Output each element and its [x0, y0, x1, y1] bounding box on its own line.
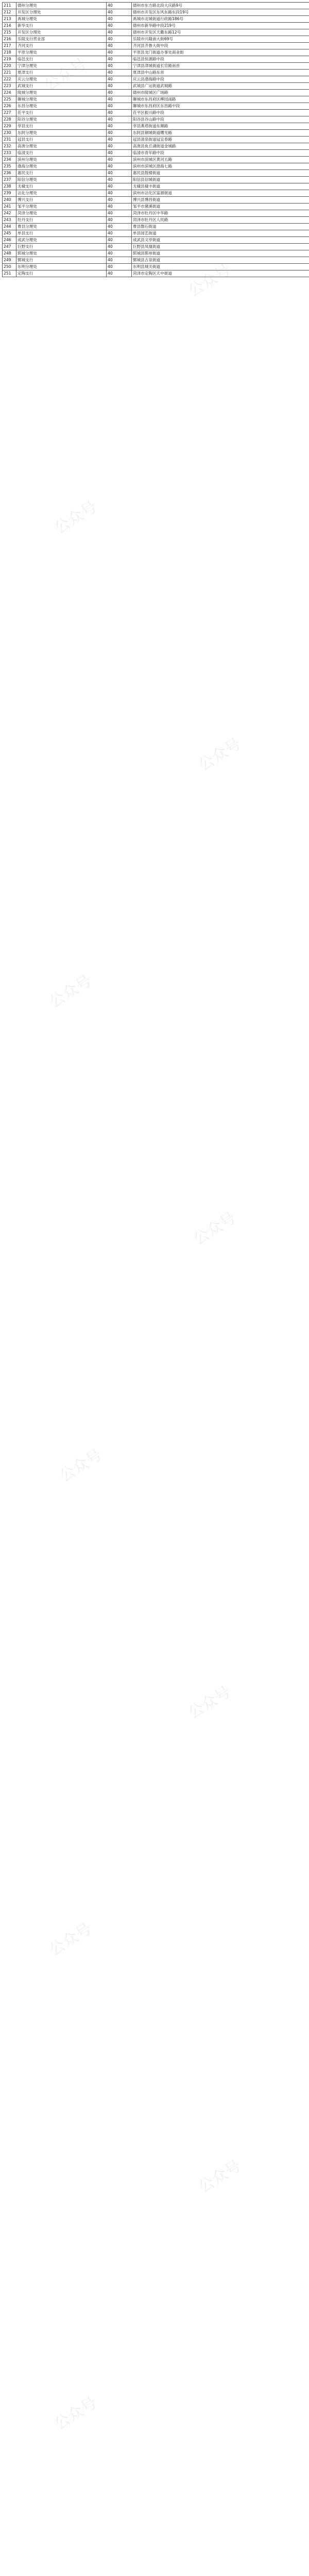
- branch-address: 郓城县郓州街道: [132, 250, 309, 257]
- branch-address: 滨州市滨城区黄河五路: [132, 157, 309, 163]
- branch-name: 巨野支行: [16, 244, 107, 250]
- branch-code: 40: [107, 110, 132, 116]
- table-row: [3, 197, 309, 204]
- branch-code: 40: [107, 116, 132, 123]
- table-row: [3, 224, 309, 230]
- row-number: 231: [3, 137, 16, 143]
- branch-code: 40: [107, 29, 132, 36]
- branch-name: 无棣支行: [16, 183, 107, 190]
- branch-address: 菏泽市牡丹区中华路: [132, 210, 309, 217]
- row-number: 224: [3, 90, 16, 96]
- table-row: [3, 56, 309, 63]
- branch-name: 渤海分理处: [16, 163, 107, 170]
- table-row: [3, 204, 309, 210]
- row-number: 213: [3, 16, 16, 23]
- branch-name: 单县支行: [16, 230, 107, 237]
- table-row: [3, 157, 309, 163]
- row-number: 238: [3, 183, 16, 190]
- branch-code: 40: [107, 123, 132, 130]
- watermark: 公众号: [190, 1209, 239, 1249]
- row-number: 237: [3, 177, 16, 183]
- branch-address: 冠县清泉街道冠宜春路: [132, 137, 309, 143]
- branch-name: 夏津支行: [16, 70, 107, 76]
- branch-code: 40: [107, 190, 132, 197]
- branch-address: 巨野县凤凰街道: [132, 244, 309, 250]
- watermark: 公众号: [46, 972, 95, 1012]
- row-number: 218: [3, 49, 16, 56]
- branch-code: 40: [107, 3, 132, 9]
- branch-code: 40: [107, 224, 132, 230]
- row-number: 232: [3, 143, 16, 150]
- row-number: 226: [3, 103, 16, 110]
- row-number: 235: [3, 163, 16, 170]
- watermark: 公众号: [51, 498, 100, 538]
- row-number: 245: [3, 230, 16, 237]
- branch-name: 阳谷分理处: [16, 116, 107, 123]
- row-number: 233: [3, 150, 16, 157]
- branch-name: 开发区分理处: [16, 29, 107, 36]
- table-row: [3, 76, 309, 83]
- branch-address: 菏泽市牡丹区人民路: [132, 217, 309, 224]
- branch-address: 德州市东方路北段大庆路9号: [132, 3, 309, 9]
- branch-code: 40: [107, 16, 132, 23]
- branch-name: 曹县分理处: [16, 224, 107, 230]
- branch-name: 茌平支行: [16, 110, 107, 116]
- row-number: 220: [3, 63, 16, 70]
- branch-table-body: [3, 3, 309, 277]
- branch-code: 40: [107, 270, 132, 277]
- branch-code: 40: [107, 157, 132, 163]
- branch-name: 临清支行: [16, 150, 107, 157]
- branch-code: 40: [107, 137, 132, 143]
- watermark: 公众号: [56, 1446, 106, 1486]
- row-number: 244: [3, 224, 16, 230]
- branch-name: 禹城分理处: [16, 16, 107, 23]
- table-row: [3, 9, 309, 16]
- watermark: 公众号: [41, 55, 90, 95]
- branch-name: 牡丹支行: [16, 217, 107, 224]
- branch-name: 东阿分理处: [16, 130, 107, 137]
- table-row: [3, 130, 309, 137]
- branch-name: 东明分理处: [16, 264, 107, 270]
- table-row: [3, 270, 309, 277]
- table-row: [3, 29, 309, 36]
- row-number: 250: [3, 264, 16, 270]
- branch-table: [2, 2, 309, 277]
- table-row: [3, 237, 309, 244]
- table-row: [3, 116, 309, 123]
- watermark: 公众号: [195, 735, 245, 775]
- branch-code: 40: [107, 143, 132, 150]
- branch-name: 临邑支行: [16, 56, 107, 63]
- table-row: [3, 190, 309, 197]
- branch-address: 滨州市沾化区富源街道: [132, 190, 309, 197]
- branch-code: 40: [107, 36, 132, 43]
- branch-address: 无棣县棣丰街道: [132, 183, 309, 190]
- table-row: [3, 230, 309, 237]
- branch-code: 40: [107, 49, 132, 56]
- branch-name: 成武分理处: [16, 237, 107, 244]
- branch-address: 德州市开发区东风东路东段19号: [132, 9, 309, 16]
- table-row: [3, 16, 309, 23]
- branch-name: 聊城分理处: [16, 96, 107, 103]
- branch-address: 惠民县鼓楼街道: [132, 170, 309, 177]
- row-number: 212: [3, 9, 16, 16]
- row-number: 229: [3, 123, 16, 130]
- branch-address: 德州市开发区天衢东路12号: [132, 29, 309, 36]
- table-row: [3, 137, 309, 143]
- table-row: [3, 3, 309, 9]
- branch-address: 禹城市北城街道行政路186号: [132, 16, 309, 23]
- table-row: [3, 43, 309, 49]
- table-row: [3, 70, 309, 76]
- branch-address: 莘县燕塔街道东顺路: [132, 123, 309, 130]
- row-number: 249: [3, 257, 16, 264]
- branch-address: 德州市新华路中段219号: [132, 23, 309, 29]
- branch-address: 武城县广运街道武城路: [132, 83, 309, 90]
- row-number: 234: [3, 157, 16, 163]
- branch-address: 东阿县铜城街道曙光路: [132, 130, 309, 137]
- table-row: [3, 63, 309, 70]
- branch-name: 郓城分理处: [16, 250, 107, 257]
- row-number: 243: [3, 217, 16, 224]
- row-number: 221: [3, 70, 16, 76]
- row-number: 222: [3, 76, 16, 83]
- branch-address: 乐陵市兴隆南大街69号: [132, 36, 309, 43]
- row-number: 251: [3, 270, 16, 277]
- row-number: 239: [3, 190, 16, 197]
- table-row: [3, 83, 309, 90]
- table-row: [3, 210, 309, 217]
- table-row: [3, 143, 309, 150]
- branch-name: 庆云分理处: [16, 76, 107, 83]
- branch-list-document: [2, 2, 307, 277]
- branch-code: 40: [107, 264, 132, 270]
- branch-code: 40: [107, 43, 132, 49]
- row-number: 242: [3, 210, 16, 217]
- table-row: [3, 150, 309, 157]
- branch-name: 鄄城支行: [16, 257, 107, 264]
- branch-code: 40: [107, 177, 132, 183]
- branch-address: 宁津县津城街道长官路南首: [132, 63, 309, 70]
- branch-name: 菏泽分理处: [16, 210, 107, 217]
- branch-code: 40: [107, 230, 132, 237]
- watermark: 公众号: [185, 261, 234, 301]
- row-number: 219: [3, 56, 16, 63]
- row-number: 241: [3, 204, 16, 210]
- branch-address: 鄄城县古泉街道: [132, 257, 309, 264]
- branch-code: 40: [107, 83, 132, 90]
- branch-code: 40: [107, 244, 132, 250]
- branch-name: 阳信分理处: [16, 177, 107, 183]
- branch-address: 高唐县鱼丘湖街道金城路: [132, 143, 309, 150]
- branch-address: 滨州市滨城区渤海七路: [132, 163, 309, 170]
- branch-address: 聊城市东昌府区柳园南路: [132, 96, 309, 103]
- table-row: [3, 170, 309, 177]
- table-row: [3, 217, 309, 224]
- branch-code: 40: [107, 183, 132, 190]
- branch-name: 陵城分理处: [16, 90, 107, 96]
- row-number: 227: [3, 110, 16, 116]
- table-row: [3, 96, 309, 103]
- branch-code: 40: [107, 204, 132, 210]
- row-number: 228: [3, 116, 16, 123]
- table-row: [3, 123, 309, 130]
- row-number: 215: [3, 29, 16, 36]
- branch-address: 曹县磐石街道: [132, 224, 309, 230]
- branch-address: 临清市青年路中段: [132, 150, 309, 157]
- branch-code: 40: [107, 163, 132, 170]
- branch-code: 40: [107, 250, 132, 257]
- branch-name: 冠县支行: [16, 137, 107, 143]
- table-row: [3, 90, 309, 96]
- branch-address: 阳信县信城街道: [132, 177, 309, 183]
- row-number: 236: [3, 170, 16, 177]
- branch-name: 东昌分理处: [16, 103, 107, 110]
- branch-name: 齐河支行: [16, 43, 107, 49]
- branch-code: 40: [107, 96, 132, 103]
- watermark: 公众号: [195, 2157, 245, 2197]
- branch-code: 40: [107, 90, 132, 96]
- branch-code: 40: [107, 76, 132, 83]
- branch-address: 博兴县博昌街道: [132, 197, 309, 204]
- branch-address: 平原县龙门街道办事处商业街: [132, 49, 309, 56]
- branch-name: 莘县支行: [16, 123, 107, 130]
- branch-code: 40: [107, 257, 132, 264]
- branch-code: 40: [107, 210, 132, 217]
- row-number: 247: [3, 244, 16, 250]
- row-number: 216: [3, 36, 16, 43]
- table-row: [3, 177, 309, 183]
- branch-code: 40: [107, 237, 132, 244]
- branch-name: 高唐分理处: [16, 143, 107, 150]
- branch-address: 聊城市东昌府区东昌路中段: [132, 103, 309, 110]
- branch-name: 武城支行: [16, 83, 107, 90]
- row-number: 217: [3, 43, 16, 49]
- table-row: [3, 250, 309, 257]
- table-row: [3, 23, 309, 29]
- branch-name: 邹平分理处: [16, 204, 107, 210]
- watermark: 公众号: [185, 1683, 234, 1723]
- table-row: [3, 244, 309, 250]
- branch-address: 茌平区振兴路中段: [132, 110, 309, 116]
- branch-code: 40: [107, 170, 132, 177]
- branch-address: 庆云县渤海路中段: [132, 76, 309, 83]
- branch-code: 40: [107, 56, 132, 63]
- branch-address: 单县园艺街道: [132, 230, 309, 237]
- branch-address: 菏泽市定陶区天中街道: [132, 270, 309, 277]
- branch-name: 宁津分理处: [16, 63, 107, 70]
- branch-code: 40: [107, 197, 132, 204]
- branch-address: 成武县文亭街道: [132, 237, 309, 244]
- branch-code: 40: [107, 217, 132, 224]
- table-row: [3, 257, 309, 264]
- row-number: 230: [3, 130, 16, 137]
- branch-address: 阳谷县谷山路中段: [132, 116, 309, 123]
- branch-code: 40: [107, 150, 132, 157]
- row-number: 211: [3, 3, 16, 9]
- branch-code: 40: [107, 63, 132, 70]
- branch-address: 邹平市黛溪街道: [132, 204, 309, 210]
- branch-name: 沾化分理处: [16, 190, 107, 197]
- branch-name: 新华支行: [16, 23, 107, 29]
- branch-name: 滨州分理处: [16, 157, 107, 163]
- branch-name: 博兴支行: [16, 197, 107, 204]
- branch-code: 40: [107, 130, 132, 137]
- watermark: 公众号: [46, 1920, 95, 1960]
- branch-code: 40: [107, 23, 132, 29]
- branch-name: 乐陵支行营业部: [16, 36, 107, 43]
- row-number: 214: [3, 23, 16, 29]
- table-row: [3, 103, 309, 110]
- table-row: [3, 49, 309, 56]
- watermark: 公众号: [51, 2394, 100, 2434]
- branch-address: 夏津县中山路东首: [132, 70, 309, 76]
- branch-address: 临邑县恒源路中段: [132, 56, 309, 63]
- table-row: [3, 183, 309, 190]
- row-number: 246: [3, 237, 16, 244]
- row-number: 223: [3, 83, 16, 90]
- table-row: [3, 163, 309, 170]
- row-number: 225: [3, 96, 16, 103]
- branch-address: 齐河县齐鲁大街中段: [132, 43, 309, 49]
- branch-code: 40: [107, 103, 132, 110]
- branch-name: 定陶支行: [16, 270, 107, 277]
- branch-name: 德州分理处: [16, 3, 107, 9]
- branch-name: 惠民支行: [16, 170, 107, 177]
- table-row: [3, 264, 309, 270]
- branch-code: 40: [107, 70, 132, 76]
- branch-name: 开发区分理处: [16, 9, 107, 16]
- table-row: [3, 110, 309, 116]
- row-number: 240: [3, 197, 16, 204]
- branch-name: 平原分理处: [16, 49, 107, 56]
- table-row: [3, 36, 309, 43]
- branch-code: 40: [107, 9, 132, 16]
- branch-address: 东明县城关街道: [132, 264, 309, 270]
- branch-address: 德州市陵城区广场路: [132, 90, 309, 96]
- row-number: 248: [3, 250, 16, 257]
